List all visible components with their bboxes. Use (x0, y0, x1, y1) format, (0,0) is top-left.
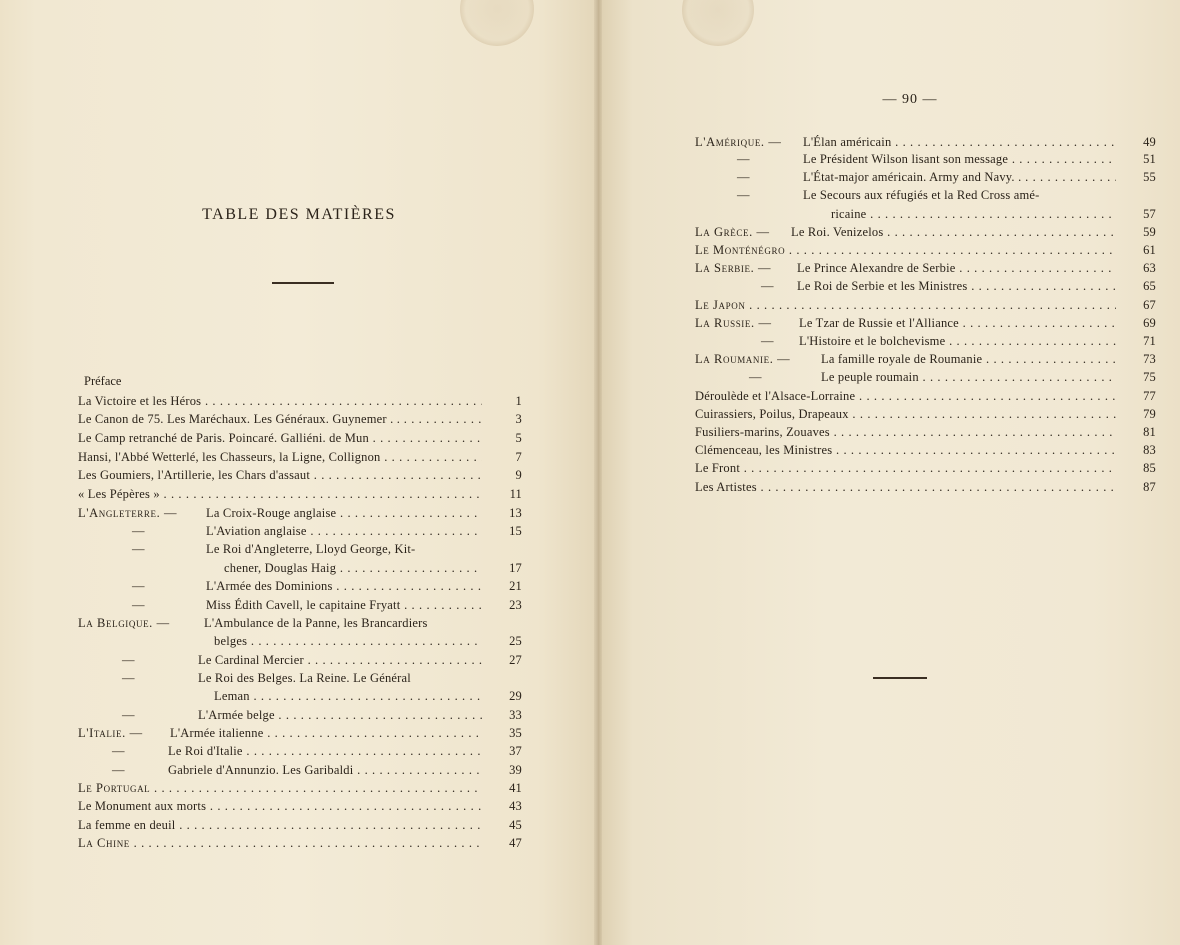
toc-entry (695, 423, 1162, 441)
toc-entry-page: 55 (1143, 170, 1156, 184)
toc-entry (695, 350, 1162, 368)
toc-entry-page: 7 (515, 450, 522, 464)
toc-entry-title: Le Roi. Venizelos . . . (791, 223, 1116, 241)
toc-entry (695, 150, 1162, 168)
toc-entry (78, 577, 528, 595)
toc-entry-title: « Les Pépères » . . . (78, 485, 482, 503)
toc-entry-title: L'Armée belge . . . (198, 706, 482, 724)
toc-entry-page: 23 (509, 598, 522, 612)
toc-entry-title: Cuirassiers, Poilus, Drapeaux . . . (695, 405, 1116, 423)
toc-entry-page: 65 (1143, 279, 1156, 293)
toc-entry-title: Clémenceau, les Ministres . . . (695, 441, 1116, 459)
toc-entry (695, 332, 1162, 350)
toc-entry-section: — (132, 579, 145, 593)
toc-entry-title: ricaine . . . (831, 205, 1116, 223)
toc-entry (78, 724, 528, 742)
toc-entry-title: Le Président Wilson lisant son message . . . (803, 150, 1116, 168)
page-number: — 90 — (882, 92, 938, 107)
toc-entry-page: 37 (509, 744, 522, 758)
toc-entry-page: 47 (509, 836, 522, 850)
end-divider (873, 677, 927, 679)
toc-entry (78, 834, 528, 852)
toc-entry-section: — (761, 334, 774, 348)
toc-entry (695, 368, 1162, 386)
toc-entry-section: La Roumanie. — (695, 352, 791, 366)
toc-entry (695, 186, 1162, 204)
title-divider (272, 282, 334, 284)
toc-entry-page: 61 (1143, 243, 1156, 257)
toc-entry-title: Le Prince Alexandre de Serbie . . . (797, 259, 1116, 277)
toc-entry-section: — (112, 744, 125, 758)
toc-entry (78, 797, 528, 815)
toc-entry (695, 168, 1162, 186)
toc-entry-title: Le Camp retranché de Paris. Poincaré. Galliéni. de Mun . . . (78, 429, 482, 447)
toc-entry-page: 77 (1143, 389, 1156, 403)
toc-entry (78, 632, 528, 650)
toc-entry-page: 71 (1143, 334, 1156, 348)
toc-entry (78, 485, 528, 503)
toc-entry-title: Le Roi d'Angleterre, Lloyd George, Kit- (206, 542, 416, 556)
toc-entry-title: Le Front . . . (695, 459, 1116, 477)
toc-entry-page: 33 (509, 708, 522, 722)
toc-entry-title: La Victoire et les Héros . . . (78, 392, 482, 410)
toc-entry-section: La Serbie. — (695, 261, 772, 275)
toc-entry-title: Le Monténégro . . . (695, 241, 1116, 259)
toc-entry-title: Hansi, l'Abbé Wetterlé, les Chasseurs, la Ligne, Collignon . . . (78, 448, 482, 466)
toc-entry (78, 596, 528, 614)
toc-entry-section: — (737, 152, 750, 166)
toc-entry-title: chener, Douglas Haig . . . (224, 559, 482, 577)
toc-entry (695, 459, 1162, 477)
paper-stain (460, 0, 534, 46)
toc-entry (78, 466, 528, 484)
toc-entry (695, 314, 1162, 332)
toc-entry-section: — (132, 524, 145, 538)
paper-stain (682, 0, 754, 46)
toc-entry-page: 73 (1143, 352, 1156, 366)
toc-entry-page: 39 (509, 763, 522, 777)
toc-entry (695, 387, 1162, 405)
toc-entry-page: 59 (1143, 225, 1156, 239)
toc-entry (695, 133, 1162, 151)
toc-entry (78, 669, 528, 687)
toc-entry-title: L'État-major américain. Army and Navy. . . . . (803, 168, 1116, 186)
toc-entry (78, 761, 528, 779)
toc-entry-title: La famille royale de Roumanie . . . (821, 350, 1116, 368)
toc-entry (78, 392, 528, 410)
toc-entry-page: 51 (1143, 152, 1156, 166)
toc-entry-title: Leman . . . (214, 687, 482, 705)
toc-entry (695, 296, 1162, 314)
toc-entry (78, 651, 528, 669)
toc-entry-page: 87 (1143, 480, 1156, 494)
toc-entry-page: 13 (509, 506, 522, 520)
toc-entry-page: 9 (515, 468, 522, 482)
toc-entry-section: — (122, 653, 135, 667)
toc-entry (78, 687, 528, 705)
right-page (598, 0, 1180, 945)
toc-entry (78, 559, 528, 577)
toc-entry-title: Le Monument aux morts . . . (78, 797, 482, 815)
toc-entry (78, 448, 528, 466)
toc-entry-page: 3 (515, 412, 522, 426)
toc-entry (78, 614, 528, 632)
toc-entry-title: L'Aviation anglaise . . . (206, 522, 482, 540)
toc-entry (695, 241, 1162, 259)
toc-entry-page: 15 (509, 524, 522, 538)
toc-entry-section: — (112, 763, 125, 777)
toc-entry (695, 441, 1162, 459)
toc-entry-page: 11 (509, 487, 522, 501)
toc-entry-page: 43 (509, 799, 522, 813)
toc-entry (695, 478, 1162, 496)
toc-entry-section: — (122, 708, 135, 722)
toc-entry-title: L'Histoire et le bolchevisme . . . (799, 332, 1116, 350)
toc-entry-section: — (132, 598, 145, 612)
toc-entry-title: Miss Édith Cavell, le capitaine Fryatt . . . (206, 596, 482, 614)
toc-entry-title: L'Armée des Dominions . . . (206, 577, 482, 595)
book-spine (594, 0, 602, 945)
toc-entry-page: 35 (509, 726, 522, 740)
toc-entry-title: Le Roi des Belges. La Reine. Le Général (198, 671, 411, 685)
toc-entry-page: 81 (1143, 425, 1156, 439)
toc-entry-title: L'Ambulance de la Panne, les Brancardiers (204, 616, 428, 630)
toc-entry-title: Le Canon de 75. Les Maréchaux. Les Généraux. Guynemer . . . . . (78, 410, 482, 428)
toc-entry (695, 205, 1162, 223)
toc-entry-title: Le Japon . . . (695, 296, 1116, 314)
toc-entry-title: Déroulède et l'Alsace-Lorraine . . . (695, 387, 1116, 405)
toc-entry-section: La Belgique. — (78, 616, 170, 630)
toc-entry-section: L'Angleterre. — (78, 506, 178, 520)
toc-entry-title: Le Secours aux réfugiés et la Red Cross amé- (803, 188, 1040, 202)
toc-entry-section: L'Italie. — (78, 726, 143, 740)
toc-entry-page: 17 (509, 561, 522, 575)
toc-entry-section: La Russie. — (695, 316, 772, 330)
toc-entry-section: — (132, 542, 145, 556)
toc-entry (78, 504, 528, 522)
toc-entry-page: 1 (515, 394, 522, 408)
toc-entry-page: 83 (1143, 443, 1156, 457)
toc-entry (78, 742, 528, 760)
toc-entry-section: — (122, 671, 135, 685)
toc-entry-title: La Chine . . . (78, 834, 482, 852)
toc-entry-section: — (749, 370, 762, 384)
toc-entry (78, 540, 528, 558)
toc-entry (695, 259, 1162, 277)
toc-entry-title: La femme en deuil . . . (78, 816, 482, 834)
toc-entry-section: — (761, 279, 774, 293)
toc-entry-page: 75 (1143, 370, 1156, 384)
toc-entry-section: L'Amérique. — (695, 135, 782, 149)
toc-entry-title: Fusiliers-marins, Zouaves . . . (695, 423, 1116, 441)
toc-entry-title: Les Goumiers, l'Artillerie, les Chars d'assaut . . . (78, 466, 482, 484)
preface-heading: Préface (84, 374, 122, 388)
toc-entry-section: La Grèce. — (695, 225, 770, 239)
toc-entry-page: 63 (1143, 261, 1156, 275)
toc-entry-page: 85 (1143, 461, 1156, 475)
toc-entry-title: Le Cardinal Mercier . . . (198, 651, 482, 669)
toc-entry-title: Le Tzar de Russie et l'Alliance . . . (799, 314, 1116, 332)
toc-entry-page: 69 (1143, 316, 1156, 330)
toc-entry (695, 223, 1162, 241)
toc-entry-page: 67 (1143, 298, 1156, 312)
toc-entry-page: 29 (509, 689, 522, 703)
toc-entry-title: Le Roi d'Italie . . . (168, 742, 482, 760)
toc-entry (78, 410, 528, 428)
toc-entry (78, 816, 528, 834)
toc-entry-title: L'Élan américain . . . (803, 133, 1116, 151)
toc-entry-section: — (737, 170, 750, 184)
toc-entry-page: 79 (1143, 407, 1156, 421)
toc-entry-title: belges . . . (214, 632, 482, 650)
page-title: TABLE DES MATIÈRES (202, 206, 396, 223)
toc-entry-page: 5 (515, 431, 522, 445)
toc-entry-page: 27 (509, 653, 522, 667)
toc-entry-title: Le Roi de Serbie et les Ministres . . . (797, 277, 1116, 295)
toc-entry-title: Gabriele d'Annunzio. Les Garibaldi . . . (168, 761, 482, 779)
toc-entry (78, 429, 528, 447)
toc-entry-page: 21 (509, 579, 522, 593)
toc-entry-section: — (737, 188, 750, 202)
toc-entry-title: Le Portugal . . . (78, 779, 482, 797)
toc-entry-title: La Croix-Rouge anglaise . . . (206, 504, 482, 522)
toc-entry (78, 779, 528, 797)
toc-entry-title: Les Artistes . . . (695, 478, 1116, 496)
toc-entry (695, 277, 1162, 295)
toc-entry-page: 49 (1143, 135, 1156, 149)
toc-entry-page: 41 (509, 781, 522, 795)
toc-entry (695, 405, 1162, 423)
toc-entry (78, 522, 528, 540)
toc-entry (78, 706, 528, 724)
toc-entry-page: 45 (509, 818, 522, 832)
toc-entry-title: L'Armée italienne . . . (170, 724, 482, 742)
toc-entry-page: 25 (509, 634, 522, 648)
toc-entry-title: Le peuple roumain . . . (821, 368, 1116, 386)
toc-entry-page: 57 (1143, 207, 1156, 221)
